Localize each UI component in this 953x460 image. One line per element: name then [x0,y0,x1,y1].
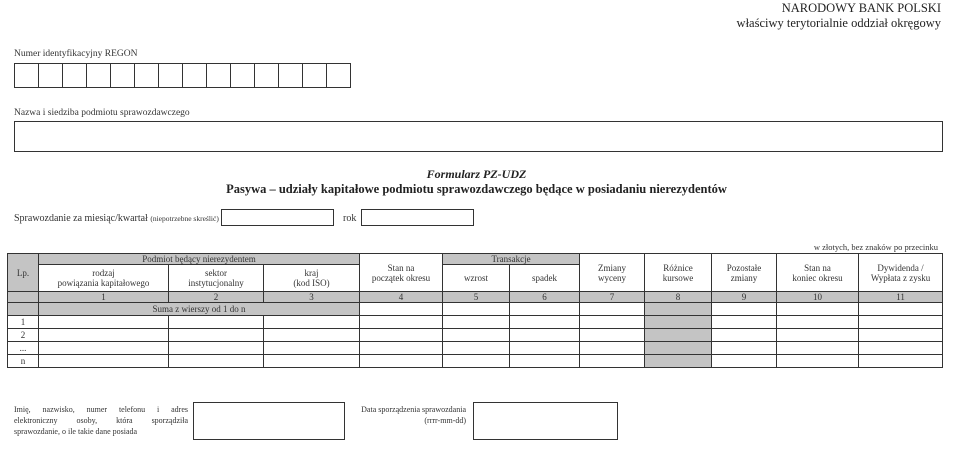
regon-digit-1[interactable] [14,63,39,88]
header-other-changes: Pozostałe zmiany [712,254,777,292]
header-decrease: spadek [510,265,580,292]
data-cell[interactable] [510,342,580,355]
regon-digit-14[interactable] [326,63,351,88]
row-number: 1 [8,316,39,329]
header-lp: Lp. [8,254,39,292]
column-number: 11 [859,292,943,303]
form-title: Pasywa – udziały kapitałowe podmiotu sprawozdawczego będące w posiadaniu nierezydentów [226,182,727,196]
data-cell[interactable] [360,316,443,329]
data-cell-disabled [645,342,712,355]
header-increase: wzrost [443,265,510,292]
date-field[interactable] [473,402,618,440]
regon-digit-5[interactable] [110,63,135,88]
header-valuation-changes: Zmiany wyceny [580,254,645,292]
data-cell[interactable] [39,329,169,342]
data-cell[interactable] [169,316,264,329]
sum-label: Suma z wierszy od 1 do n [39,303,360,316]
units-note: w złotych, bez znaków po przecinku [813,242,938,252]
data-cell[interactable] [169,342,264,355]
report-period-note: (niepotrzebne skreślić) [150,214,219,223]
column-number: 8 [645,292,712,303]
data-cell[interactable] [169,329,264,342]
sum-lp-cell [8,303,39,316]
data-cell[interactable] [510,316,580,329]
column-number: 10 [777,292,859,303]
sum-cell[interactable] [510,303,580,316]
year-input[interactable] [361,209,474,226]
regon-label: Numer identyfikacyjny REGON [14,49,138,59]
data-cell[interactable] [859,316,943,329]
regon-digit-13[interactable] [302,63,327,88]
table-row [8,329,943,342]
data-cell[interactable] [712,342,777,355]
sum-cell-disabled [645,303,712,316]
data-cell[interactable] [443,316,510,329]
regon-digit-12[interactable] [278,63,303,88]
data-cell[interactable] [360,355,443,368]
sum-cell[interactable] [712,303,777,316]
data-cell[interactable] [777,342,859,355]
year-label: rok [343,213,357,224]
regon-digit-8[interactable] [182,63,207,88]
sum-cell[interactable] [777,303,859,316]
branch-note: właściwy terytorialnie oddział okręgowy [736,16,941,30]
data-cell[interactable] [712,329,777,342]
column-number: 2 [169,292,264,303]
data-cell[interactable] [443,355,510,368]
data-cell[interactable] [39,316,169,329]
sum-cell[interactable] [443,303,510,316]
sum-cell[interactable] [360,303,443,316]
header-fx-differences: Różnice kursowe [645,254,712,292]
data-cell[interactable] [510,329,580,342]
data-cell[interactable] [712,316,777,329]
period-input[interactable] [221,209,334,226]
table-row [8,342,943,355]
table-row [8,316,943,329]
sum-cell[interactable] [859,303,943,316]
data-cell[interactable] [777,316,859,329]
column-number: 1 [39,292,169,303]
entity-name-field[interactable] [14,121,943,152]
regon-digit-10[interactable] [230,63,255,88]
header-relationship-type: rodzaj powiązania kapitałowego [39,265,169,292]
regon-digit-3[interactable] [62,63,87,88]
regon-digit-9[interactable] [206,63,231,88]
row-number: 2 [8,329,39,342]
contact-label-line: elektroniczny osoby, która sporządziła [14,416,188,425]
column-number: 4 [360,292,443,303]
header-closing-balance: Stan na koniec okresu [777,254,859,292]
data-cell[interactable] [580,329,645,342]
data-cell[interactable] [580,342,645,355]
regon-digit-4[interactable] [86,63,111,88]
table-row [8,355,943,368]
header-group-transactions: Transakcje [443,254,580,265]
column-number: 6 [510,292,580,303]
data-cell[interactable] [510,355,580,368]
column-number [8,292,39,303]
contact-label-line: Imię, nazwisko, numer telefonu i adres [14,405,188,414]
regon-digit-11[interactable] [254,63,279,88]
column-number: 5 [443,292,510,303]
row-number: n [8,355,39,368]
contact-field[interactable] [193,402,345,440]
column-number: 3 [264,292,360,303]
entity-name-label: Nazwa i siedziba podmiotu sprawozdawczego [14,108,190,118]
contact-label-line: sprawozdanie, o ile takie dane posiada [14,427,138,436]
data-cell[interactable] [264,316,360,329]
data-cell-disabled [645,355,712,368]
data-cell[interactable] [443,342,510,355]
regon-digit-7[interactable] [158,63,183,88]
date-label-line: Data sporządzenia sprawozdania [361,405,466,414]
data-cell[interactable] [859,329,943,342]
date-label [353,404,466,426]
sum-row [8,303,943,316]
header-country: kraj (kod ISO) [264,265,360,292]
data-cell[interactable] [443,329,510,342]
bank-name: NARODOWY BANK POLSKI [781,1,941,15]
regon-digit-2[interactable] [38,63,63,88]
data-cell-disabled [645,316,712,329]
data-cell[interactable] [777,355,859,368]
report-period-label [14,213,219,224]
column-number: 7 [580,292,645,303]
contact-label [14,404,188,437]
data-table [7,253,943,368]
data-cell-disabled [645,329,712,342]
data-cell[interactable] [264,329,360,342]
header-group-nonresident: Podmiot będący nierezydentem [39,254,360,265]
regon-digit-6[interactable] [134,63,159,88]
data-cell[interactable] [39,342,169,355]
data-cell[interactable] [777,329,859,342]
data-cell[interactable] [264,355,360,368]
report-period-text: Sprawozdanie za miesiąc/kwartał [14,213,148,224]
data-cell[interactable] [360,342,443,355]
sum-cell[interactable] [580,303,645,316]
data-cell[interactable] [712,355,777,368]
data-cell[interactable] [580,355,645,368]
regon-field[interactable] [14,63,351,88]
data-cell[interactable] [360,329,443,342]
column-number: 9 [712,292,777,303]
data-cell[interactable] [580,316,645,329]
data-cell[interactable] [264,342,360,355]
date-label-line: (rrrr-mm-dd) [424,416,466,425]
header-sector: sektor instytucjonalny [169,265,264,292]
header-dividend: Dywidenda / Wypłata z zysku [859,254,943,292]
data-cell[interactable] [859,355,943,368]
data-cell[interactable] [39,355,169,368]
data-cell[interactable] [169,355,264,368]
header-opening-balance: Stan na początek okresu [360,254,443,292]
data-cell[interactable] [859,342,943,355]
row-number: ... [8,342,39,355]
column-numbers-row [8,292,943,303]
form-code: Formularz PZ-UDZ [426,167,527,181]
